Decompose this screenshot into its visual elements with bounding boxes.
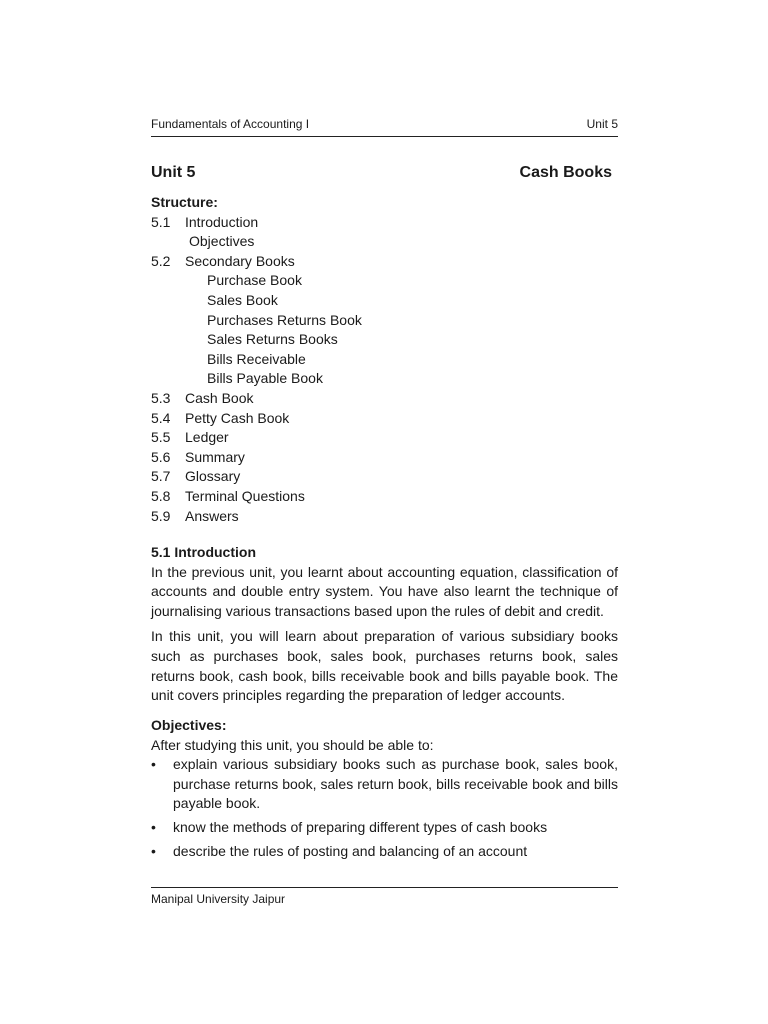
- unit-number: Unit 5: [151, 164, 196, 181]
- objectives-lead: After studying this unit, you should be able to:: [151, 736, 434, 753]
- toc-item: [151, 330, 618, 350]
- toc-number: 5.9: [151, 507, 171, 524]
- list-item: [151, 818, 618, 838]
- toc-item: [151, 467, 618, 487]
- introduction-heading: 5.1 Introduction: [151, 544, 256, 560]
- toc-label: Secondary Books: [185, 252, 295, 269]
- toc-label: Terminal Questions: [185, 487, 305, 504]
- header-unit-label: Unit 5: [586, 117, 618, 131]
- toc-item: [151, 213, 618, 233]
- toc-number: 5.7: [151, 468, 171, 485]
- header-book-title: Fundamentals of Accounting I: [151, 117, 310, 131]
- unit-name: Cash Books: [519, 164, 612, 181]
- toc-item: [151, 487, 618, 507]
- toc-item: [151, 232, 618, 252]
- introduction-paragraph-1: In the previous unit, you learnt about accounting equation, classification of accounts and double entry system. You have also learnt the technique of journalising various transactions based upon the rules of debit and credit.: [151, 563, 618, 619]
- toc-item: [151, 291, 618, 311]
- toc-item: [151, 369, 618, 389]
- structure-heading: Structure:: [151, 194, 218, 210]
- toc-item: [151, 252, 618, 272]
- list-item: [151, 842, 618, 862]
- introduction-paragraph-2: In this unit, you will learn about preparation of various subsidiary books such as purchases book, sales book, purchases returns book, sales returns book, cash book, bills receivable book and bills payable book. The unit covers principles regarding the preparation of ledger accounts.: [151, 628, 618, 704]
- toc-label: Bills Receivable: [207, 350, 306, 367]
- objectives-list: [151, 755, 618, 861]
- toc-label: Sales Book: [207, 291, 278, 308]
- toc-item: [151, 409, 618, 429]
- objectives-heading: Objectives:: [151, 717, 227, 733]
- running-header: [151, 116, 618, 132]
- toc-number: 5.6: [151, 448, 171, 465]
- toc-label: Summary: [185, 448, 245, 465]
- introduction-section: [151, 543, 618, 706]
- document-page: [151, 0, 618, 1024]
- toc-number: 5.1: [151, 213, 171, 230]
- toc-number: 5.5: [151, 429, 171, 446]
- toc-label: Objectives: [189, 233, 255, 250]
- toc-item: [151, 448, 618, 468]
- toc-number: 5.2: [151, 252, 171, 269]
- toc-label: Answers: [185, 507, 239, 524]
- toc-label: Ledger: [185, 429, 229, 446]
- toc-label: Purchases Returns Book: [207, 311, 362, 328]
- objectives-section: [151, 716, 618, 861]
- toc-label: Cash Book: [185, 389, 254, 406]
- toc-number: 5.3: [151, 389, 171, 406]
- list-item: [151, 755, 618, 814]
- toc-label: Sales Returns Books: [207, 331, 338, 348]
- toc-label: Introduction: [185, 213, 259, 230]
- toc-item: [151, 350, 618, 370]
- toc-label: Glossary: [185, 468, 241, 485]
- footer-institution: Manipal University Jaipur: [151, 892, 286, 906]
- toc-item: [151, 311, 618, 331]
- toc-item: [151, 271, 618, 291]
- toc-number: 5.8: [151, 487, 171, 504]
- objective-text: describe the rules of posting and balancing of an account: [173, 842, 528, 859]
- bullet-icon: •: [151, 818, 156, 835]
- objective-text: know the methods of preparing different types of cash books: [173, 818, 548, 835]
- unit-title: [151, 162, 618, 184]
- structure-toc: [151, 193, 618, 526]
- footer-rule: [151, 887, 618, 888]
- bullet-icon: •: [151, 756, 156, 773]
- toc-item: [151, 389, 618, 409]
- toc-label: Purchase Book: [207, 272, 302, 289]
- header-rule: [151, 136, 618, 137]
- toc-label: Petty Cash Book: [185, 409, 290, 426]
- toc-label: Bills Payable Book: [207, 370, 323, 387]
- toc-number: 5.4: [151, 409, 171, 426]
- toc-item: [151, 428, 618, 448]
- objective-text: explain various subsidiary books such as purchase book, sales book, purchase returns book, sales return book, bills receivable book and bills payable book.: [173, 756, 618, 812]
- toc-item: [151, 507, 618, 527]
- bullet-icon: •: [151, 842, 156, 859]
